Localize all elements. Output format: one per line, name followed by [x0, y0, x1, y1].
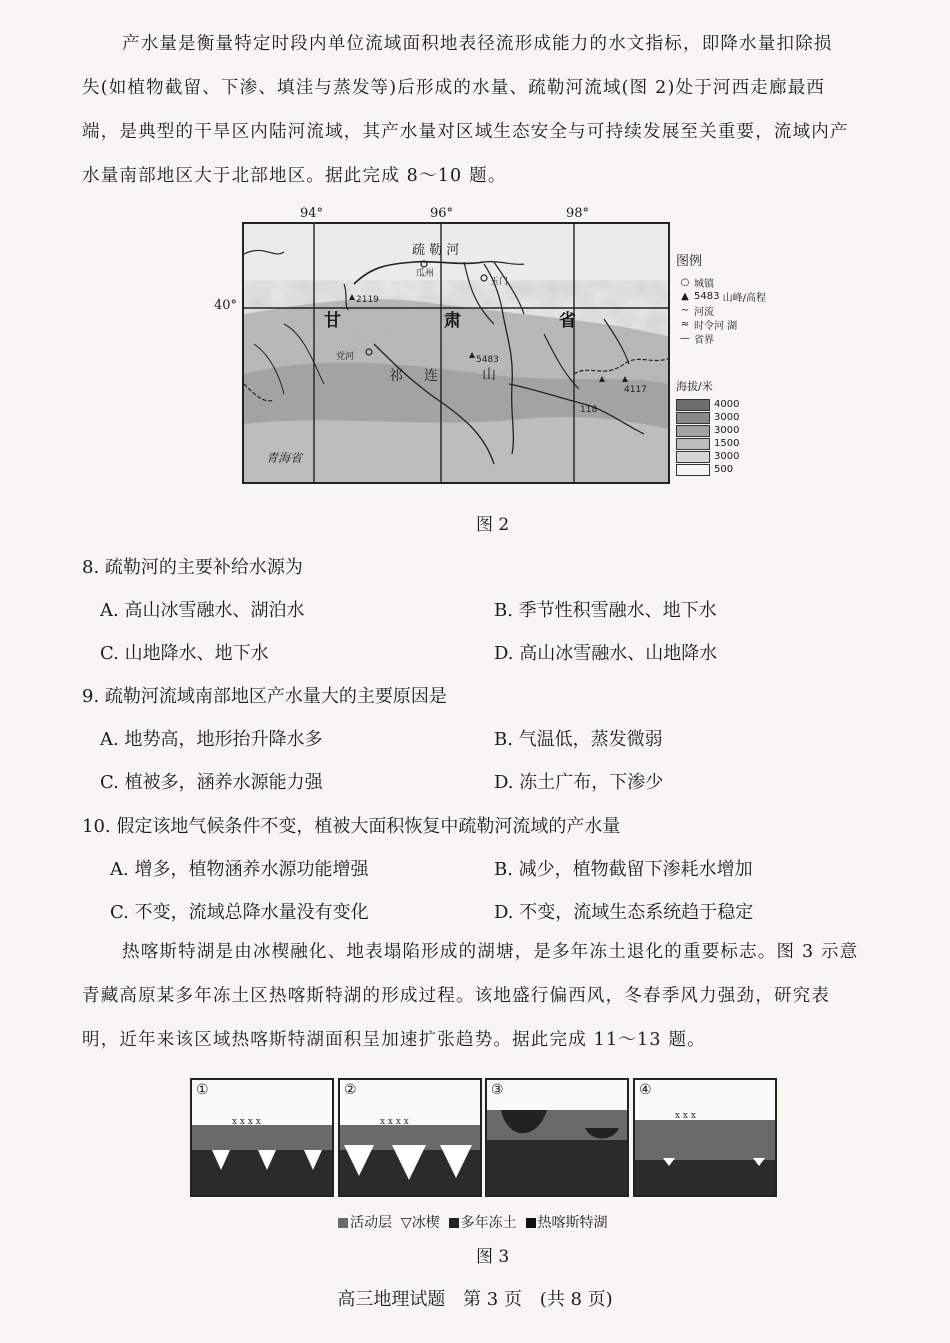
question-10-stem: 10. 假定该地气候条件不变，植被大面积恢复中疏勒河流域的产水量: [82, 816, 621, 837]
legend-row-boundary: — 省界: [676, 331, 766, 345]
question-9-option-b: B. 气温低，蒸发微弱: [494, 729, 663, 750]
question-8-stem: 8. 疏勒河的主要补给水源为: [82, 557, 303, 578]
question-10-option-b: B. 减少，植物截留下渗耗水增加: [494, 859, 753, 880]
peak-label-4117: 4117: [624, 385, 647, 395]
footer-title: 高三地理试题: [337, 1289, 446, 1310]
panel-2-number: ②: [344, 1082, 357, 1098]
province-char-1: 甘: [324, 311, 341, 331]
elevation-level: 4000: [676, 398, 739, 411]
figure3-panel-1: [190, 1078, 334, 1197]
river-icon: ∼: [680, 304, 690, 316]
question-8-option-a: A. 高山冰雪融水、湖泊水: [100, 600, 305, 621]
panel-2-svg: [340, 1080, 480, 1195]
city-label-guazhou: 瓜州: [416, 269, 435, 279]
intro2-line: 明，近年来该区域热喀斯特湖面积呈加速扩张趋势。据此完成 11～13 题。: [82, 1030, 706, 1050]
ice-wedge-icon: ▽: [400, 1215, 412, 1231]
range-char-1: 祁: [389, 368, 403, 384]
question-8-option-b: B. 季节性积雪融水、地下水: [494, 600, 717, 621]
legend-row-peak: ▲ 5483 山峰/高程: [676, 289, 766, 303]
elevation-level: 3000: [676, 424, 739, 437]
peak-icon: ▲: [681, 290, 689, 302]
figure3-legend: 活动层 ▽冰楔 多年冻土 热喀斯特湖: [338, 1212, 608, 1232]
question-8-option-c: C. 山地降水、地下水: [100, 643, 269, 664]
intro2-paragraph: [82, 930, 912, 1062]
lon-label-98: 98°: [566, 206, 590, 221]
footer-page: 第 3 页: [463, 1289, 522, 1310]
question-9-stem: 9. 疏勒河流域南部地区产水量大的主要原因是: [82, 686, 447, 707]
town-icon: ○: [680, 276, 690, 288]
peak-label-5483: 5483: [476, 355, 499, 365]
intro2-line: 青藏高原某多年冻土区热喀斯特湖的形成过程。该地盛行偏西风，冬春季风力强劲，研究表: [82, 986, 830, 1006]
thermokarst-lake-swatch: [526, 1218, 536, 1228]
range-char-2: 连: [424, 368, 438, 384]
intro-paragraph: [82, 22, 912, 198]
elevation-level: 1500: [676, 437, 739, 450]
intro-line: 水量南部地区大于北部地区。据此完成 8～10 题。: [82, 166, 507, 186]
elevation-scale: [676, 378, 739, 476]
elevation-title: 海拔/米: [676, 380, 713, 393]
city-label-yumen: 玉门: [490, 277, 509, 287]
seasonal-river-icon: ≈: [680, 318, 690, 330]
intro-line: 端，是典型的干旱区内陆河流域，其产水量对区域生态安全与可持续发展至关重要，流域内产: [82, 122, 849, 142]
peak-label-2119: 2119: [356, 295, 379, 305]
intro-line: 产水量是衡量特定时段内单位流域面积地表径流形成能力的水文指标，即降水量扣除损: [122, 34, 833, 54]
figure3-caption: 图 3: [476, 1247, 510, 1267]
svg-text:x x x x: x x x x: [380, 1117, 409, 1127]
range-char-3: 山: [482, 367, 496, 383]
question-8-option-d: D. 高山冰雪融水、山地降水: [494, 643, 718, 664]
active-layer-swatch: [338, 1218, 348, 1228]
river-label: 疏 勒 河: [412, 243, 460, 258]
legend-title: 图例: [676, 254, 703, 269]
question-10-option-a: A. 增多，植物涵养水源功能增强: [110, 859, 369, 880]
svg-text:x x x x: x x x x: [232, 1117, 261, 1127]
town-label: 党河: [336, 352, 355, 362]
permafrost-swatch: [449, 1218, 459, 1228]
figure3-panel-3: [485, 1078, 629, 1197]
question-9-option-c: C. 植被多，涵养水源能力强: [100, 772, 323, 793]
panel-4-svg: [635, 1080, 775, 1195]
footer-total: (共 8 页): [539, 1289, 613, 1310]
question-9-option-d: D. 冻土广布，下渗少: [494, 772, 664, 793]
lon-label-94: 94°: [300, 206, 324, 221]
lon-label-96: 96°: [430, 206, 454, 221]
map-legend: [676, 250, 766, 345]
question-9-option-a: A. 地势高，地形抬升降水多: [100, 729, 323, 750]
intro-line: 失(如植物截留、下渗、填洼与蒸发等)后形成的水量、疏勒河流域(图 2)处于河西走廊最西: [82, 78, 826, 98]
question-10-option-c: C. 不变，流域总降水量没有变化: [110, 902, 369, 923]
question-10-option-d: D. 不变，流域生态系统趋于稳定: [494, 902, 754, 923]
panel-1-svg: [192, 1080, 332, 1195]
figure3-panel-4: [633, 1078, 777, 1197]
map-svg: [244, 224, 668, 482]
panel-4-number: ④: [639, 1082, 652, 1098]
intro2-line: 热喀斯特湖是由冰楔融化、地表塌陷形成的湖塘，是多年冻土退化的重要标志。图 3 示意: [122, 942, 859, 962]
svg-text:x x x: x x x: [675, 1111, 696, 1121]
panel-3-number: ③: [491, 1082, 504, 1098]
panel-3-svg: [487, 1080, 627, 1195]
province-char-3: 省: [559, 311, 576, 331]
figure2-caption: 图 2: [476, 515, 510, 535]
province-char-2: 肃: [444, 311, 461, 331]
figure3-panel-2: [338, 1078, 482, 1197]
peak-label-118: 118: [580, 405, 598, 415]
elevation-level: 3000: [676, 411, 739, 424]
boundary-icon: —: [680, 332, 690, 344]
legend-row-river: ∼ 河流: [676, 303, 766, 317]
legend-row-town: ○ 城镇: [676, 275, 766, 289]
figure2-map: [242, 222, 670, 484]
page-footer: [0, 1285, 950, 1311]
elevation-level: 3000: [676, 450, 739, 463]
region-label: 青海省: [266, 451, 303, 465]
elevation-level: 500: [676, 463, 739, 476]
lat-label-40: 40°: [214, 298, 238, 313]
legend-row-seasonal: ≈ 时令河 湖: [676, 317, 766, 331]
panel-1-number: ①: [196, 1082, 209, 1098]
